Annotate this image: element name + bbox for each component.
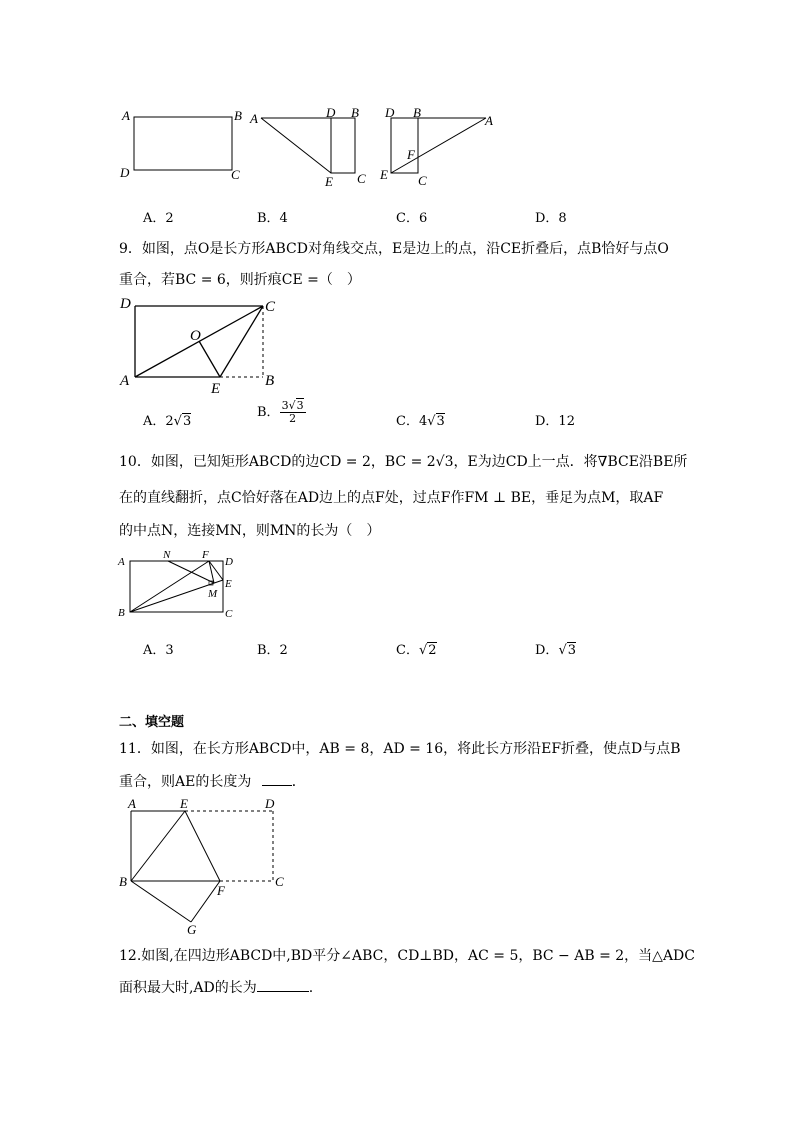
label-b: B [119, 874, 127, 889]
q10-option-a: A．3 [143, 643, 174, 658]
q12-line-2-suffix: . [308, 980, 314, 996]
label-c: C [225, 608, 233, 620]
label-e: E [380, 167, 388, 182]
label-a: A [128, 796, 136, 811]
q10-figure [115, 547, 245, 622]
label-b: B [265, 373, 275, 389]
q9-option-b-den: 2 [289, 412, 297, 425]
label-a: A [250, 111, 258, 126]
q10-option-c-radicand: 2 [428, 643, 437, 658]
q9-option-c-prefix: C．4 [396, 414, 428, 429]
label-b: B [413, 105, 421, 120]
q10-question-line-3: 的中点N，连接MN，则MN的长为（ ） [119, 523, 381, 539]
q9-question-line-1: 9．如图，点O是长方形ABCD对角线交点，E是边上的点，沿CE折叠后，点B恰好与点O [119, 241, 669, 257]
q12-line-2-prefix: 面积最大时,AD的长为 [119, 980, 257, 996]
label-a: A [485, 113, 493, 128]
label-b: B [234, 108, 242, 123]
q11-line-2-prefix: 重合，则AE的长度为 [119, 774, 252, 790]
q10-question-line-1: 10．如图，已知矩形ABCD的边CD = 2，BC = 2√3，E为边CD上一点．将∇BCE沿BE所 [119, 454, 688, 470]
q9-option-b-fraction: $\frac{3√3}{2}$ [281, 399, 304, 425]
label-d: D [120, 165, 130, 180]
label-o: O [190, 328, 201, 344]
label-a: A [120, 373, 130, 389]
q8-figure-3 [378, 105, 508, 190]
q10-option-b: B．2 [257, 643, 288, 658]
label-c: C [357, 171, 366, 186]
q9-option-a-radicand: 3 [182, 414, 192, 429]
label-g: G [187, 922, 197, 937]
label-c: C [418, 173, 427, 188]
q12-question-line-1: 12.如图,在四边形ABCD中,BD平分∠ABC，CD⊥BD，AC = 5，BC − AB = 2，当△ADC [119, 948, 695, 964]
q8-option-b: B．4 [257, 211, 288, 226]
q8-option-d: D．8 [535, 211, 567, 226]
label-b: B [118, 607, 125, 619]
q10-question-line-2: 在的直线翻折，点C恰好落在AD边上的点F处，过点F作FM ⊥ BE，垂足为点M，取AF [119, 490, 664, 506]
label-f: F [202, 549, 209, 561]
q9-option-b [257, 400, 306, 425]
q9-option-b-num-coef: 3 [281, 399, 289, 412]
label-c: C [231, 167, 240, 182]
q11-line-2-suffix: ． [291, 774, 306, 790]
q9-option-b-prefix: B． [257, 405, 280, 420]
section-title: 二、填空题 [119, 715, 185, 730]
q9-figure [115, 292, 285, 397]
label-e: E [211, 381, 221, 397]
label-d: D [265, 796, 275, 811]
label-c: C [265, 299, 276, 315]
q10-option-d-radicand: 3 [567, 643, 577, 658]
q10-option-d-prefix: D． [535, 643, 559, 658]
q9-option-c-radicand: 3 [436, 414, 445, 429]
label-e: E [180, 796, 188, 811]
q9-option-c: C．4√3 [396, 414, 445, 429]
label-m: M [208, 588, 218, 600]
label-b: B [351, 105, 359, 120]
q9-option-d: D．12 [535, 414, 575, 429]
label-c: C [275, 874, 284, 889]
q11-question-line-2 [119, 771, 306, 791]
q12-answer-blank[interactable] [257, 991, 309, 992]
q8-figure-2 [248, 105, 378, 190]
label-d: D [120, 296, 131, 312]
label-a: A [122, 108, 130, 123]
label-e: E [325, 174, 333, 189]
q8-figure-1 [115, 105, 255, 185]
label-d: D [326, 105, 336, 120]
folded-rectangle [331, 118, 355, 173]
q8-option-a: A．2 [143, 211, 174, 226]
q9-option-b-num-radicand: 3 [296, 399, 304, 412]
label-d: D [385, 105, 395, 120]
q10-option-c-prefix: C． [396, 643, 419, 658]
label-e: E [225, 578, 232, 590]
label-f: F [217, 883, 225, 898]
label-a: A [118, 556, 125, 568]
rectangle-abcd [134, 117, 232, 170]
q8-option-c: C．6 [396, 211, 428, 226]
q11-answer-blank[interactable] [262, 785, 292, 786]
label-d: D [225, 556, 233, 568]
label-f: F [407, 147, 415, 162]
q9-option-a-prefix: A．2 [143, 414, 174, 429]
q10-option-d: D．√3 [535, 643, 577, 658]
q12-question-line-2 [119, 977, 313, 997]
label-n: N [163, 549, 171, 561]
q10-option-c: C．√2 [396, 643, 437, 658]
q9-option-a: A．2√3 [143, 414, 192, 429]
q9-question-line-2: 重合，若BC = 6，则折痕CE =（ ） [119, 272, 361, 288]
q11-question-line-1: 11．如图，在长方形ABCD中，AB = 8，AD = 16，将此长方形沿EF折叠，使点D与点B [119, 741, 681, 757]
q11-figure [115, 795, 295, 935]
